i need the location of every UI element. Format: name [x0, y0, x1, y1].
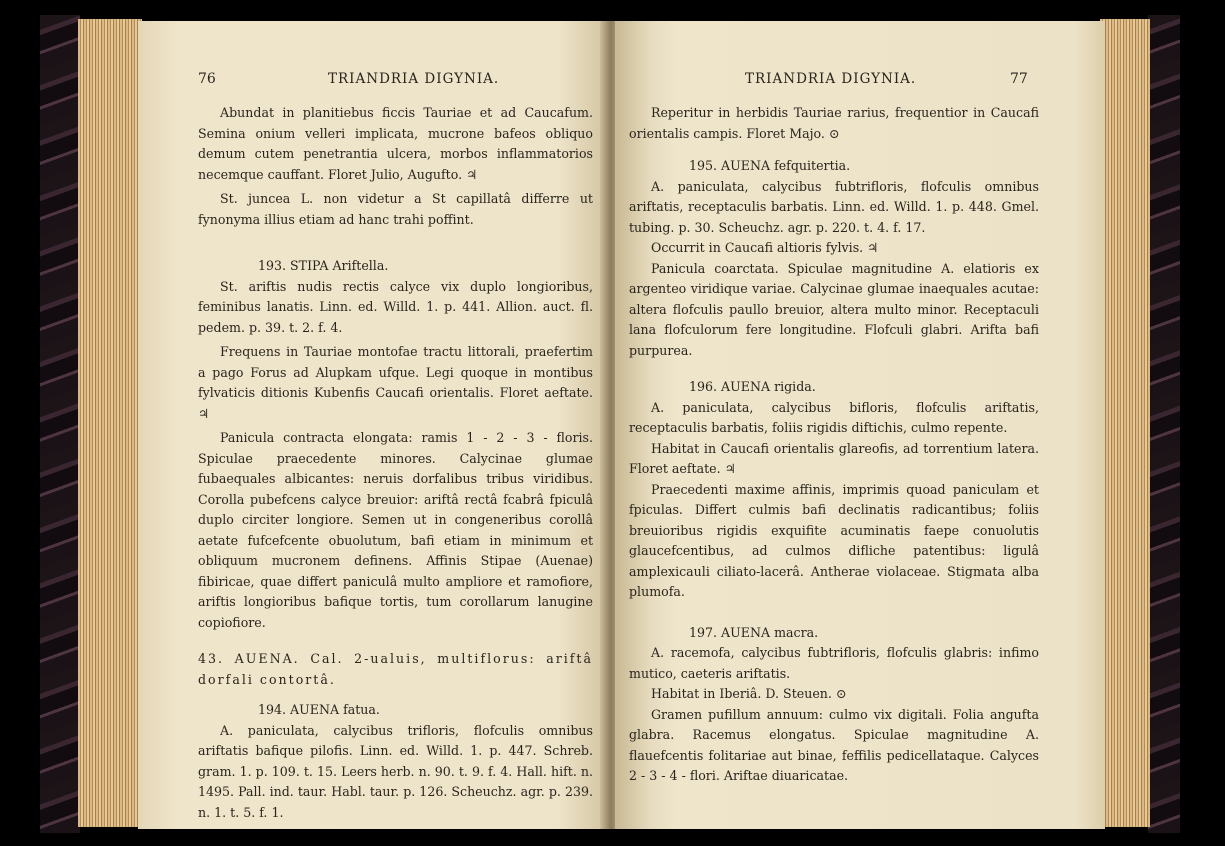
page-edges-left — [78, 19, 142, 827]
paragraph: St. ariftis nudis rectis calyce vix duplo longioribus, feminibus lanatis. Linn. ed. Willd. 1. p. 441. Allion. auct. fl. pedem. p. 39. t. 2. f. 4. — [198, 278, 593, 335]
running-head: TRIANDRIA DIGYNIA. — [745, 71, 917, 87]
paragraph: Reperitur in herbidis Tauriae rarius, frequentior in Caucafi orientalis campis. Floret Majo. ⊙ — [629, 105, 1039, 141]
genus-heading: 43. AUENA. Cal. 2-ualuis, multiflorus: ariftâ dorfali contortâ. — [198, 651, 593, 687]
paragraph: Occurrit in Caucafi altioris fylvis. ♃ — [651, 240, 879, 255]
marbled-cover-right — [1148, 15, 1180, 833]
open-book — [40, 15, 1180, 833]
left-page — [138, 21, 606, 829]
paragraph: A. paniculata, calycibus fubtrifloris, flofculis omnibus ariftatis, receptaculis barbatis. Linn. ed. Willd. 1. p. 448. Gmel. tubing. p. 30. Scheuchz. agr. p. 220. t. 4. f. 17. — [629, 178, 1039, 235]
paragraph: Gramen pufillum annuum: culmo vix digitali. Folia angufta glabra. Racemus elongatus. Spiculae magnitudine A. flauefcentis folitariae aut binae, feffilis pedicellataque. Calyces 2 - 3 - 4 - flori. Ariftae diuaricatae. — [629, 706, 1039, 783]
page-number: 76 — [198, 71, 216, 87]
species-heading: 197. AUENA macra. — [689, 624, 819, 640]
paragraph: Abundat in planitiebus ficcis Tauriae et ad Caucafum. Semina onium velleri implicata, mucrone bafeos obliquo demum cutem penetrantia ulcera, morbos inflammatorios necemque cauffant. Floret Julio, Augufto. ♃ — [198, 105, 593, 182]
paragraph: A. paniculata, calycibus bifloris, flofculis ariftatis, receptaculis barbatis, foliis rigidis diftichis, culmo repente. — [629, 399, 1039, 435]
paragraph: Praecedenti maxime affinis, imprimis quoad paniculam et fpiculas. Differt culmis bafi declinatis radicantibus; foliis breuioribus rigidis exquifite acuminatis faepe conuolutis glaucefcentibus, ad culmos difliche patentibus: ligulâ amplexicauli ciliato-lacerâ. Antherae violaceae. Stigmata alba plumofa. — [629, 481, 1039, 599]
right-page-text — [629, 103, 1039, 787]
page-number: 77 — [1010, 71, 1028, 87]
right-page — [615, 21, 1105, 829]
species-heading: 194. AUENA fatua. — [258, 702, 380, 717]
paragraph: St. juncea L. non videtur a St capillatâ differre ut fynonyma illius etiam ad hanc trahi poffint. — [198, 191, 593, 227]
species-heading: 193. STIPA Ariftella. — [258, 258, 389, 273]
paragraph: Frequens in Tauriae montofae tractu littorali, praefertim a pago Forus ad Alupkam ufque. Legi quoque in montibus fylvaticis ditionis Kubenfis Caucafi orientalis. Floret aeftate. ♃ — [198, 344, 593, 421]
paragraph: Panicula contracta elongata: ramis 1 - 2 - 3 - floris. Spiculae praecedente minores. Calycinae glumae fubaequales albicantes: neruis dorfalibus tribus viridibus. Corolla pubefcens calyce breuior: ariftâ rectâ fcabrâ fpiculâ duplo circiter longiore. Semen ut in congeneribus corollâ aetate fufcefcente obuolutum, bafi etiam in minimum et obliquum mucronem definens. Affinis Stipae (Auenae) fibiricae, quae differt paniculâ multo ampliore et ramofiore, ariftis longioribus bafique tortis, tum corollarum lanugine copiofiore. — [198, 430, 593, 630]
page-edges-right — [1100, 19, 1150, 827]
species-heading: 195. AUENA fefquitertia. — [689, 158, 851, 173]
species-heading: 196. AUENA rigida. — [689, 379, 816, 394]
paragraph: Habitat in Iberiâ. D. Steuen. ⊙ — [651, 686, 847, 701]
marbled-cover-left — [40, 15, 80, 833]
paragraph: Panicula coarctata. Spiculae magnitudine A. elatioris ex argenteo viridique variae. Calycinae glumae inaequales acutae: altera flofculis paullo breuior, altera multo minor. Receptaculi lana flofculorum fere longitudine. Flofculi glabri. Arifta bafi purpurea. — [629, 260, 1039, 358]
paragraph: A. paniculata, calycibus trifloris, flofculis omnibus ariftatis bafique pilofis. Linn. ed. Willd. 1. p. 447. Schreb. gram. 1. p. 109. t. 15. Leers herb. n. 90. t. 9. f. 4. Hall. hift. n. 1495. Pall. ind. taur. Habl. taur. p. 126. Scheuchz. agr. p. 239. n. 1. t. 5. f. 1. — [198, 722, 593, 820]
running-head: TRIANDRIA DIGYNIA. — [328, 71, 500, 87]
left-page-text — [198, 103, 593, 823]
paragraph: Habitat in Caucafi orientalis glareofis, ad torrentium latera. Floret aeftate. ♃ — [629, 440, 1039, 476]
paragraph: A. racemofa, calycibus fubtrifloris, flofculis glabris: infimo mutico, caeteris ariftatis. — [629, 645, 1039, 681]
